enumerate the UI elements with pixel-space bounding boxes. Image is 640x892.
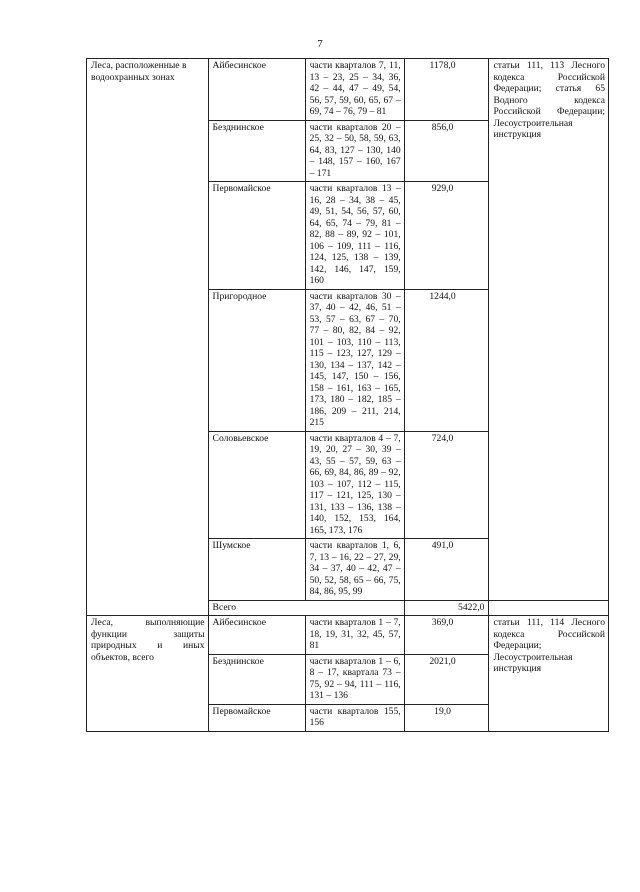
table-row bbox=[87, 59, 609, 121]
empty-cell bbox=[489, 600, 609, 616]
forestry-cell: Бездни​нское bbox=[208, 654, 305, 704]
area-cell: 1178,0 bbox=[404, 59, 489, 121]
quarters-cell: части кварталов 20 – 25, 32 – 50, 58, 59, 63, 64, 83, 127 – 130, 140 – 148, 157 – 160, 167 – 171 bbox=[305, 120, 404, 182]
quarters-cell: части кварталов 7, 11, 13 – 23, 25 – 34, 36, 42 – 44, 47 – 49, 54, 56, 57, 59, 60, 65, 67 – 69, 74 – 76, 79 – 81 bbox=[305, 59, 404, 121]
quarters-cell: части кварталов 30 – 37, 40 – 42, 46, 51 – 53, 57 – 63, 67 – 70, 77 – 80, 82, 84 – 92, 101 – 103, 110 – 113, 115 – 123, 127, 129 – 130, 134 – 137, 142 – 145, 147, 150 – 156, 158 – 161, 163 – 165, 173, 180 – 182, 185 – 186, 209 – 211, 214, 215 bbox=[305, 289, 404, 431]
area-cell: 1244,0 bbox=[404, 289, 489, 431]
page-number: 7 bbox=[317, 38, 323, 50]
area-cell: 2021,0 bbox=[404, 654, 489, 704]
total-area-cell: 5422,0 bbox=[404, 600, 489, 616]
area-cell: 856,0 bbox=[404, 120, 489, 182]
quarters-cell: части кварталов 1 – 6, 8 – 17, квартала 73 – 75, 92 – 94, 111 – 116, 131 – 136 bbox=[305, 654, 404, 704]
forestry-cell: Пригородное bbox=[208, 289, 305, 431]
legal-basis-cell: статьи 111, 114 Лесного кодекса Российской Федерации; Лесоустроительная инструкция bbox=[489, 616, 609, 732]
area-cell: 369,0 bbox=[404, 616, 489, 655]
legal-basis-cell: статьи 111, 113 Лесного кодекса Российской Федерации; статья 65 Водного кодекса Российской Федерации; Лесоустроительная инструкция bbox=[489, 59, 609, 601]
forest-protection-table bbox=[86, 58, 609, 732]
forestry-cell: Бездни​нское bbox=[208, 120, 305, 182]
category-cell: Леса, выполняющие функции защиты природных и иных объектов, всего bbox=[87, 616, 209, 732]
forestry-cell: Шумское bbox=[208, 539, 305, 601]
quarters-cell: части кварталов 13 – 16, 28 – 34, 38 – 45, 49, 51, 54, 56, 57, 60, 64, 65, 74 – 79, 81 – 82, 88 – 89, 92 – 101, 106 – 109, 111 – 116, 124, 125, 138 – 139, 142, 146, 147, 159, 160 bbox=[305, 182, 404, 290]
area-cell: 491,0 bbox=[404, 539, 489, 601]
quarters-cell: части кварталов 1 – 7, 18, 19, 31, 32, 45, 57, 81 bbox=[305, 616, 404, 655]
forestry-cell: Соловьевское bbox=[208, 431, 305, 539]
forestry-cell: Первомайское bbox=[208, 704, 305, 731]
forestry-cell: Первомайское bbox=[208, 182, 305, 290]
area-cell: 19,0 bbox=[404, 704, 489, 731]
area-cell: 929,0 bbox=[404, 182, 489, 290]
area-cell: 724,0 bbox=[404, 431, 489, 539]
category-cell: Леса, расположенные в водоохранных зонах bbox=[87, 59, 209, 616]
quarters-cell: части кварталов 1, 6, 7, 13 – 16, 22 – 27, 29, 34 – 37, 40 – 42, 47 – 50, 52, 58, 65 – 66, 75, 84, 86, 95, 99 bbox=[305, 539, 404, 601]
quarters-cell: части кварталов 4 – 7, 19, 20, 27 – 30, 39 – 43, 55 – 57, 59, 63 – 66, 69, 84, 86, 89 – 92, 103 – 107, 112 – 115, 117 – 121, 125, 130 – 131, 133 – 136, 138 – 140, 152, 153, 164, 165, 173, 176 bbox=[305, 431, 404, 539]
forestry-cell: Айбесинское bbox=[208, 616, 305, 655]
forestry-cell: Айбесинское bbox=[208, 59, 305, 121]
total-label-cell: Всего bbox=[208, 600, 404, 616]
quarters-cell: части кварталов 155, 156 bbox=[305, 704, 404, 731]
table-row bbox=[87, 616, 609, 655]
